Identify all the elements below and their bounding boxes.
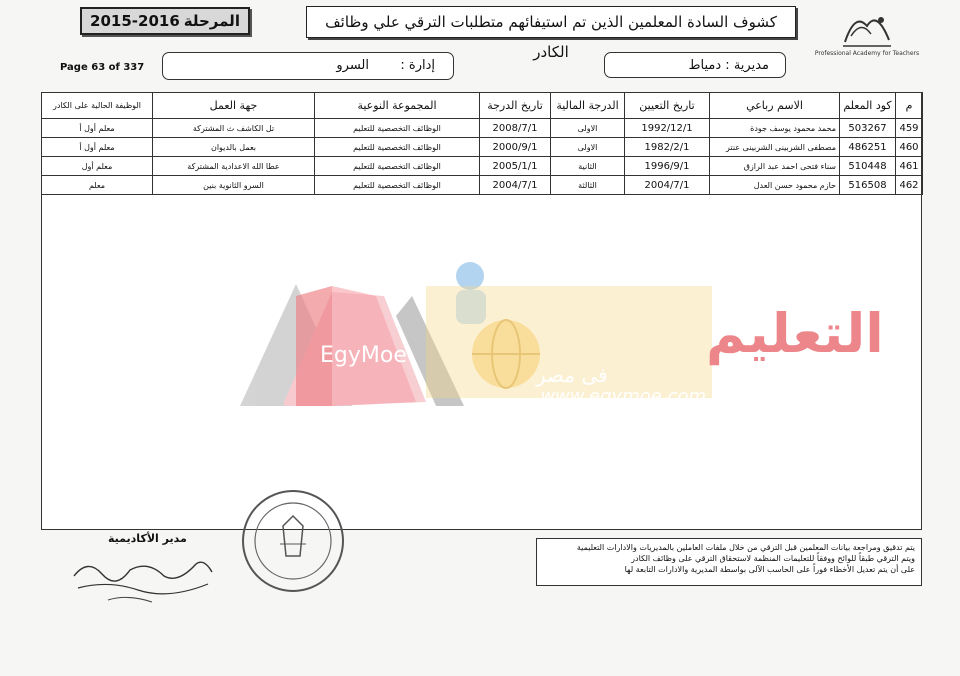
director-signature: [68, 550, 218, 610]
job-group: الوظائف التخصصية للتعليم: [315, 119, 480, 138]
financial-grade: الاولى: [551, 138, 625, 157]
teacher-name: مصطفى الشربينى الشربينى عنتر: [710, 138, 840, 157]
hire-date: 1996/9/1: [625, 157, 710, 176]
teacher-name: سناء فتحى احمد عبد الرازق: [710, 157, 840, 176]
current-position: معلم أول أ: [42, 119, 153, 138]
row-number: 461: [896, 157, 923, 176]
row-number: 459: [896, 119, 923, 138]
table-header-row: [42, 93, 923, 119]
hire-date: 1992/12/1: [625, 119, 710, 138]
financial-grade: الثالثة: [551, 176, 625, 195]
table-row: [42, 157, 923, 176]
teacher-code: 503267: [840, 119, 896, 138]
grade-date: 2004/7/1: [480, 176, 551, 195]
teacher-name: حازم محمود حسن العدل: [710, 176, 840, 195]
column-header: جهة العمل: [153, 93, 315, 119]
column-header: تاريخ الدرجة: [480, 93, 551, 119]
workplace: بعمل بالديوان: [153, 138, 315, 157]
column-header: م: [896, 93, 923, 119]
table-row: [42, 176, 923, 195]
stage-badge: [80, 7, 250, 35]
job-group: الوظائف التخصصية للتعليم: [315, 157, 480, 176]
column-header: المجموعة النوعية: [315, 93, 480, 119]
workplace: تل الكاشف ث المشتركة: [153, 119, 315, 138]
column-header: الاسم رباعي: [710, 93, 840, 119]
current-position: معلم: [42, 176, 153, 195]
page-title: كشوف السادة المعلمين الذين تم استيفائهم متطلبات الترقي علي وظائف الكادر: [306, 6, 796, 38]
administration-value: السرو: [336, 58, 369, 73]
grade-date: 2008/7/1: [480, 119, 551, 138]
workplace: السرو الثانوية بنين: [153, 176, 315, 195]
teacher-name: محمد محمود يوسف جودة: [710, 119, 840, 138]
current-position: معلم أول: [42, 157, 153, 176]
teachers-table: [41, 92, 923, 195]
row-number: 460: [896, 138, 923, 157]
watermark-arabic-title: التعليم: [706, 302, 884, 365]
current-position: معلم أول أ: [42, 138, 153, 157]
note-line: على أن يتم تعديل الأخطاء فوراً على الحاسب الآلى بواسطة المديرية والادارات التابعة لها: [624, 565, 915, 574]
stage-years: 2015-2016: [90, 12, 180, 30]
teacher-code: 486251: [840, 138, 896, 157]
teacher-code: 516508: [840, 176, 896, 195]
academy-logo: [812, 6, 922, 70]
column-header: الوظيفة الحالية على الكادر: [42, 93, 153, 119]
egymoe-watermark: [236, 256, 884, 416]
job-group: الوظائف التخصصية للتعليم: [315, 176, 480, 195]
footer-note: [536, 538, 922, 586]
stage-label: المرحلة: [183, 12, 240, 30]
note-line: ويتم الترقي طبقاً للوائح ووفقاً للتعليمات المنظمة لاستحقاق الترقي على وظائف الكادر: [631, 554, 915, 563]
teacher-code: 510448: [840, 157, 896, 176]
column-header: كود المعلم: [840, 93, 896, 119]
watermark-brand: EgyMoe: [320, 343, 407, 368]
page-number: Page 63 of 337: [60, 62, 145, 73]
academy-emblem-icon: [837, 6, 897, 50]
table-row: [42, 138, 923, 157]
official-stamp: [238, 486, 348, 596]
eagle-emblem-icon: [283, 516, 303, 556]
watermark-arabic-subtitle: فى مصر: [536, 363, 608, 387]
row-number: 462: [896, 176, 923, 195]
grade-date: 2000/9/1: [480, 138, 551, 157]
administration-field: [162, 52, 454, 80]
directorate-field: مديرية : دمياط: [604, 52, 786, 78]
hire-date: 2004/7/1: [625, 176, 710, 195]
grade-date: 2005/1/1: [480, 157, 551, 176]
workplace: عطا الله الاعدادية المشتركة: [153, 157, 315, 176]
financial-grade: الثانية: [551, 157, 625, 176]
hire-date: 1982/2/1: [625, 138, 710, 157]
table-row: [42, 119, 923, 138]
administration-label: إدارة :: [400, 58, 435, 73]
job-group: الوظائف التخصصية للتعليم: [315, 138, 480, 157]
logo-caption: Professional Academy for Teachers: [814, 50, 920, 57]
watermark-url: www.egymoe.com: [540, 386, 706, 407]
column-header: تاريخ التعيين: [625, 93, 710, 119]
financial-grade: الاولى: [551, 119, 625, 138]
column-header: الدرجة المالية: [551, 93, 625, 119]
director-title: مدير الأكاديمية: [108, 532, 187, 545]
note-line: يتم تدقيق ومراجعة بيانات المعلمين قبل الترقي من خلال ملفات العاملين بالمديريات والادارات التعليمية: [576, 543, 915, 552]
